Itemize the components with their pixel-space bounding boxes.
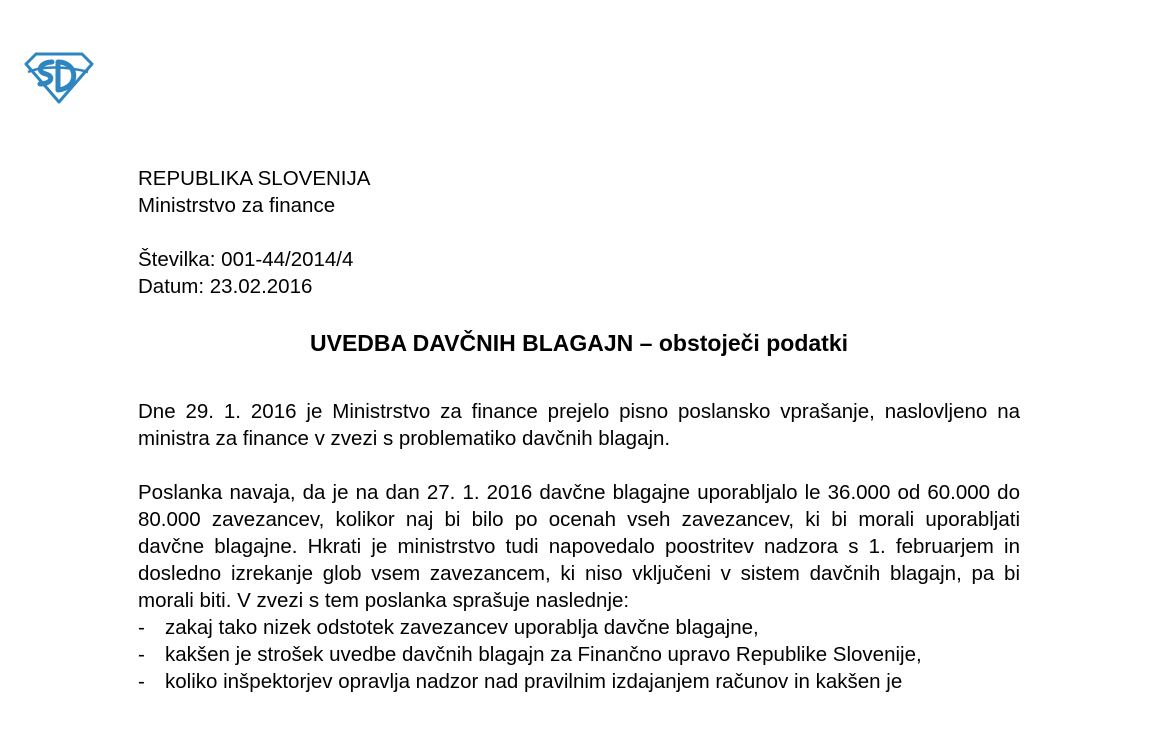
question-list xyxy=(138,614,1020,695)
header-country: REPUBLIKA SLOVENIJA xyxy=(138,167,371,190)
header-ministry: Ministrstvo za finance xyxy=(138,194,336,217)
header-date: Datum: 23.02.2016 xyxy=(138,275,313,298)
paragraph-2: Poslanka navaja, da je na dan 27. 1. 2016 davčne blagajne uporabljalo le 36.000 od 60.000 do 80.000 zavezancev, kolikor naj bi bilo po ocenah vseh zavezancev, ki bi morali uporabljati davčne blagajne. Hkrati je ministrstvo tudi napovedalo poostritev nadzora s 1. februarjem in dosledno izrekanje glob vsem zavezancem, ki niso vključeni v sistem davčnih blagajn, pa bi morali biti. V zvezi s tem poslanka sprašuje naslednje: xyxy=(138,481,1020,612)
sd-emblem-icon xyxy=(22,50,96,104)
document-body xyxy=(138,165,1020,695)
header-number: Številka: 001-44/2014/4 xyxy=(138,248,354,271)
list-item: - koliko inšpektorjev opravlja nadzor nad pravilnim izdajanjem računov in kakšen je xyxy=(138,668,1020,695)
paragraph-1: Dne 29. 1. 2016 je Ministrstvo za finance prejelo pisno poslansko vprašanje, naslovljeno na ministra za finance v zvezi s problematiko davčnih blagajn. xyxy=(138,400,1020,450)
list-item: - zakaj tako nizek odstotek zavezancev uporablja davčne blagajne, xyxy=(138,614,1020,641)
page-title: UVEDBA DAVČNIH BLAGAJN – obstoječi podatki xyxy=(310,330,848,356)
list-item: - kakšen je strošek uvedbe davčnih blagajn za Finančno upravo Republike Slovenije, xyxy=(138,641,1020,668)
